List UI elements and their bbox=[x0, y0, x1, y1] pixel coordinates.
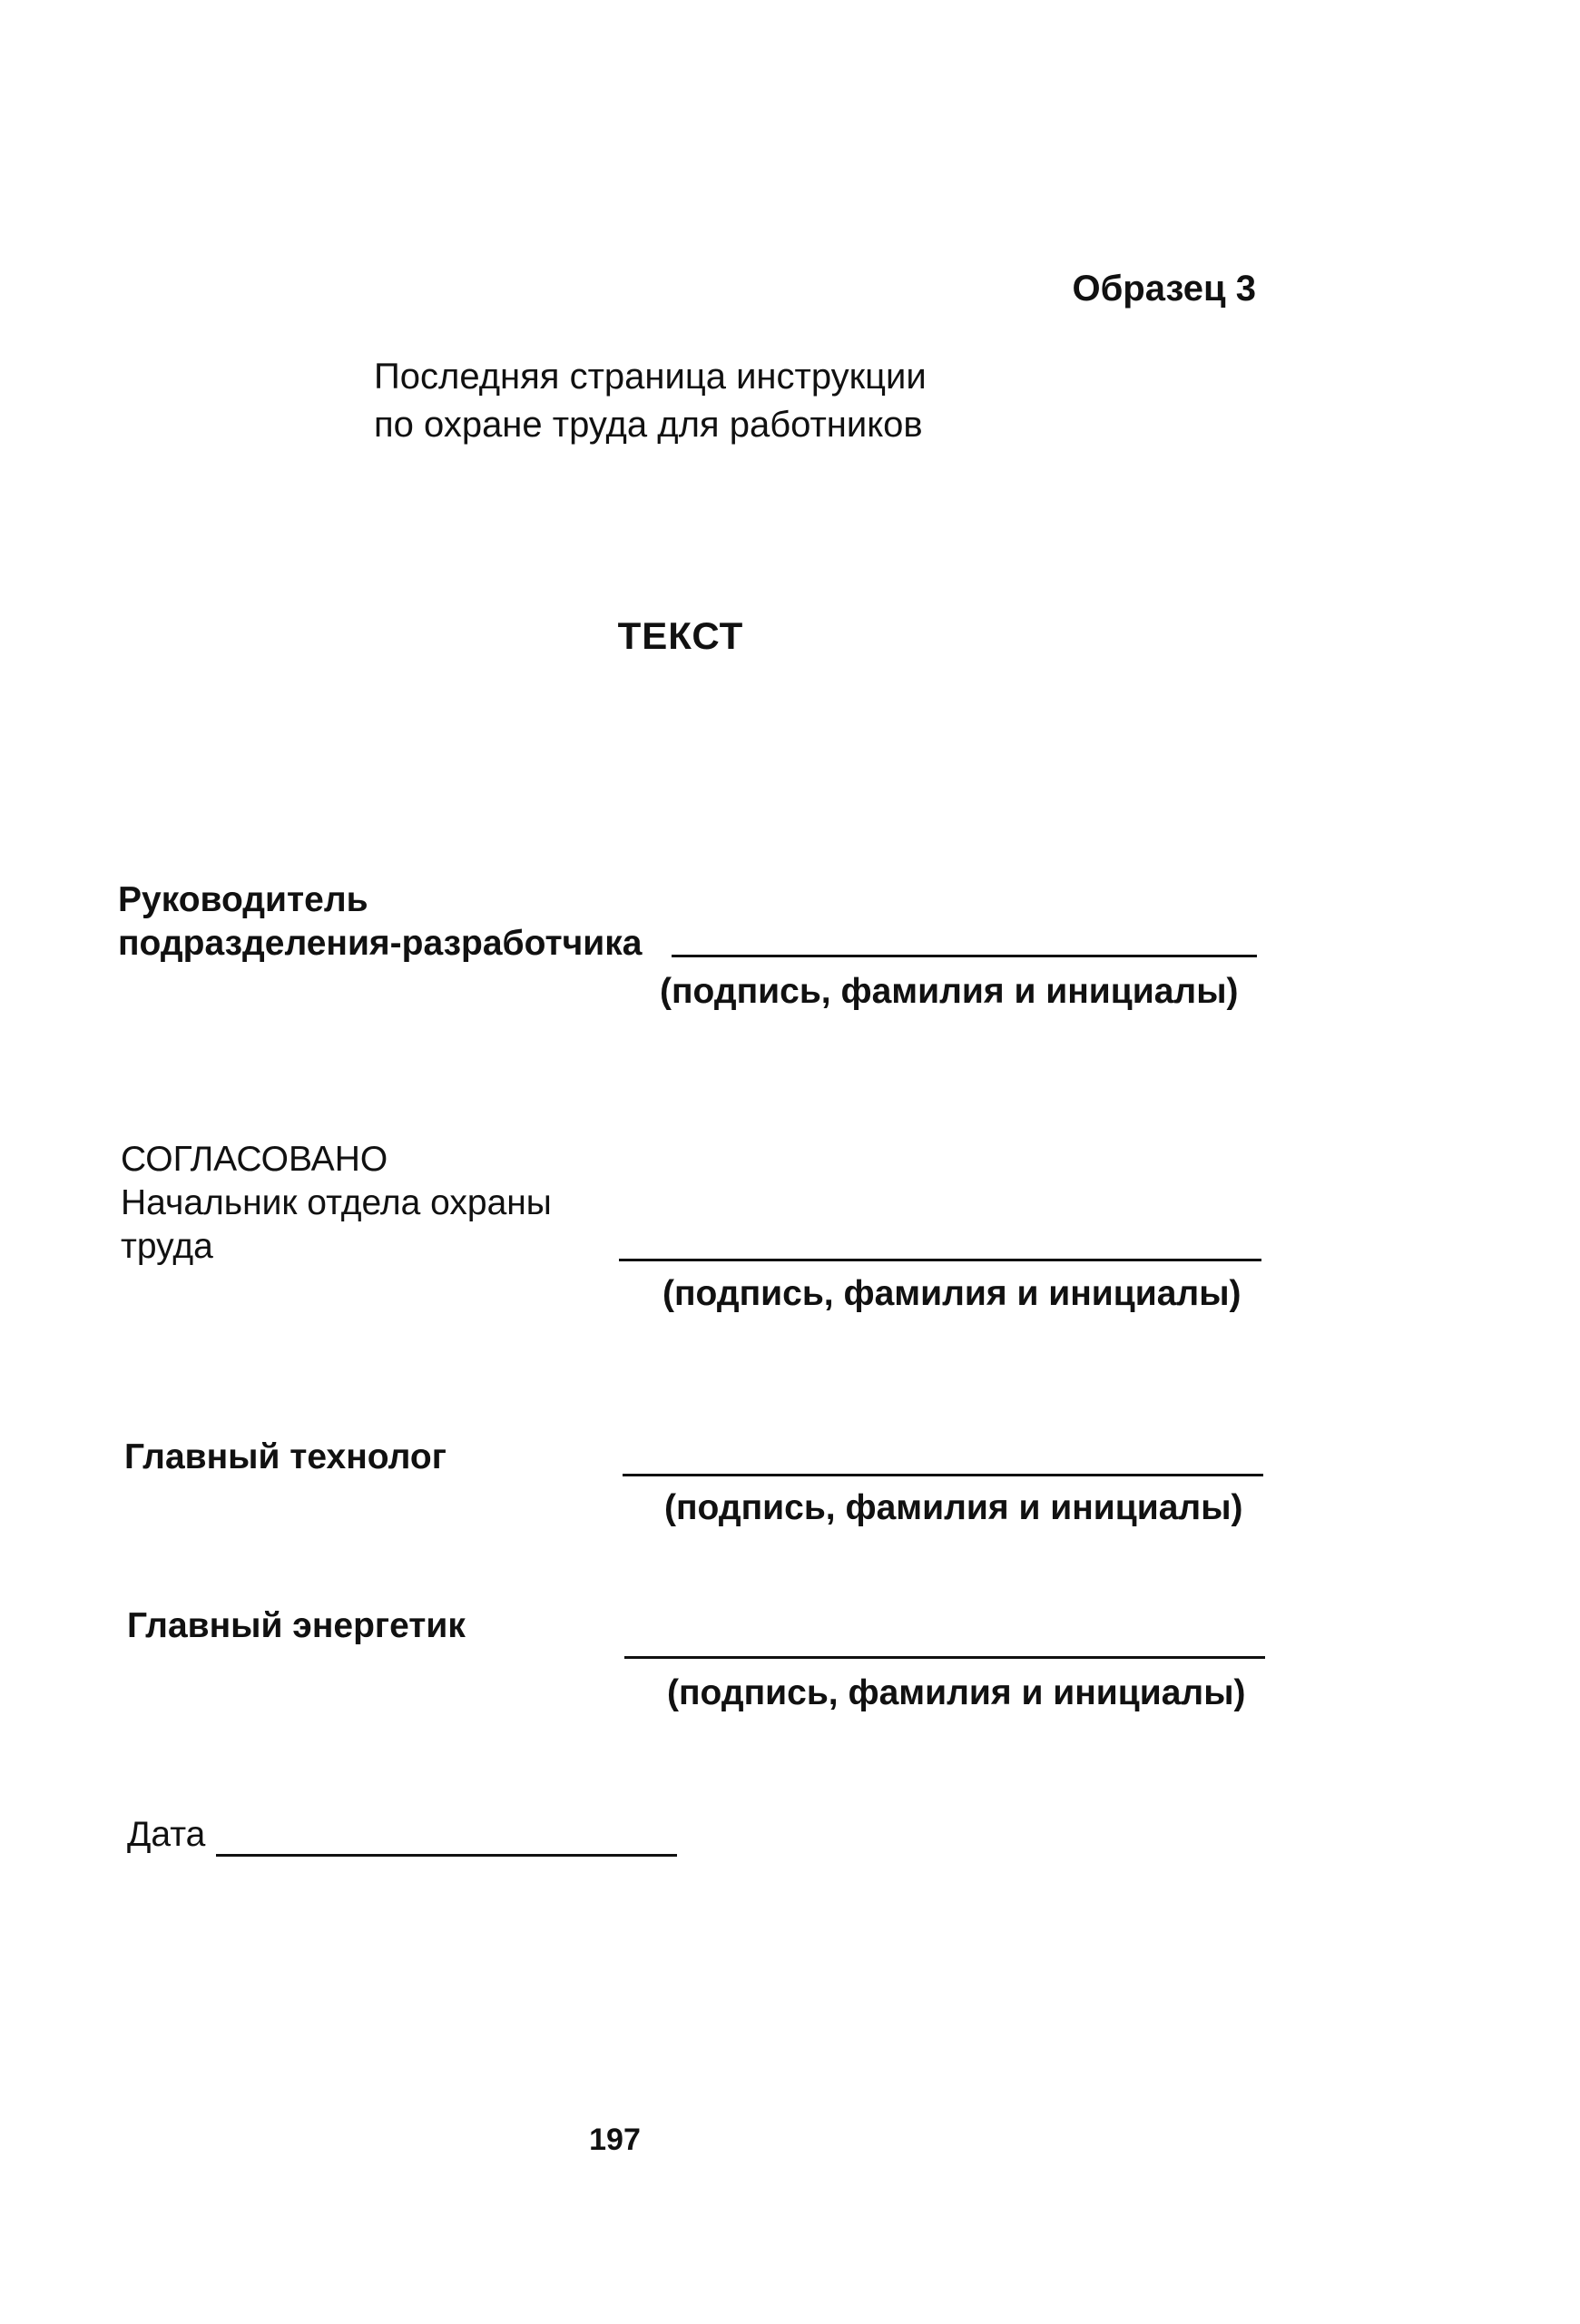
chief-technologist-signature-caption: (подпись, фамилия и инициалы) bbox=[664, 1488, 1243, 1527]
developer-head-label-line-1: Руководитель bbox=[118, 880, 368, 919]
chief-power-engineer-signature-caption: (подпись, фамилия и инициалы) bbox=[667, 1673, 1246, 1712]
date-line bbox=[216, 1854, 677, 1857]
labor-safety-label-line-2: труда bbox=[121, 1227, 213, 1266]
chief-technologist-label: Главный технолог bbox=[124, 1437, 447, 1476]
subtitle-line-1: Последняя страница инструкции bbox=[374, 357, 927, 397]
agreed-label: СОГЛАСОВАНО bbox=[121, 1140, 388, 1179]
developer-head-label-line-2: подразделения-разработчика bbox=[118, 924, 643, 963]
subtitle-line-2: по охране труда для работников bbox=[374, 405, 923, 445]
page-number: 197 bbox=[589, 2123, 641, 2157]
chief-power-engineer-signature-line bbox=[624, 1656, 1265, 1659]
document-heading: ТЕКСТ bbox=[617, 614, 744, 657]
developer-head-signature-line bbox=[672, 955, 1257, 957]
chief-technologist-signature-line bbox=[623, 1474, 1263, 1476]
developer-head-signature-caption: (подпись, фамилия и инициалы) bbox=[660, 972, 1239, 1011]
labor-safety-signature-caption: (подпись, фамилия и инициалы) bbox=[662, 1274, 1241, 1313]
date-label: Дата bbox=[127, 1815, 206, 1854]
sample-label: Образец 3 bbox=[1072, 269, 1256, 309]
labor-safety-label-line-1: Начальник отдела охраны bbox=[121, 1183, 552, 1222]
labor-safety-signature-line bbox=[619, 1259, 1261, 1261]
chief-power-engineer-label: Главный энергетик bbox=[127, 1606, 466, 1645]
